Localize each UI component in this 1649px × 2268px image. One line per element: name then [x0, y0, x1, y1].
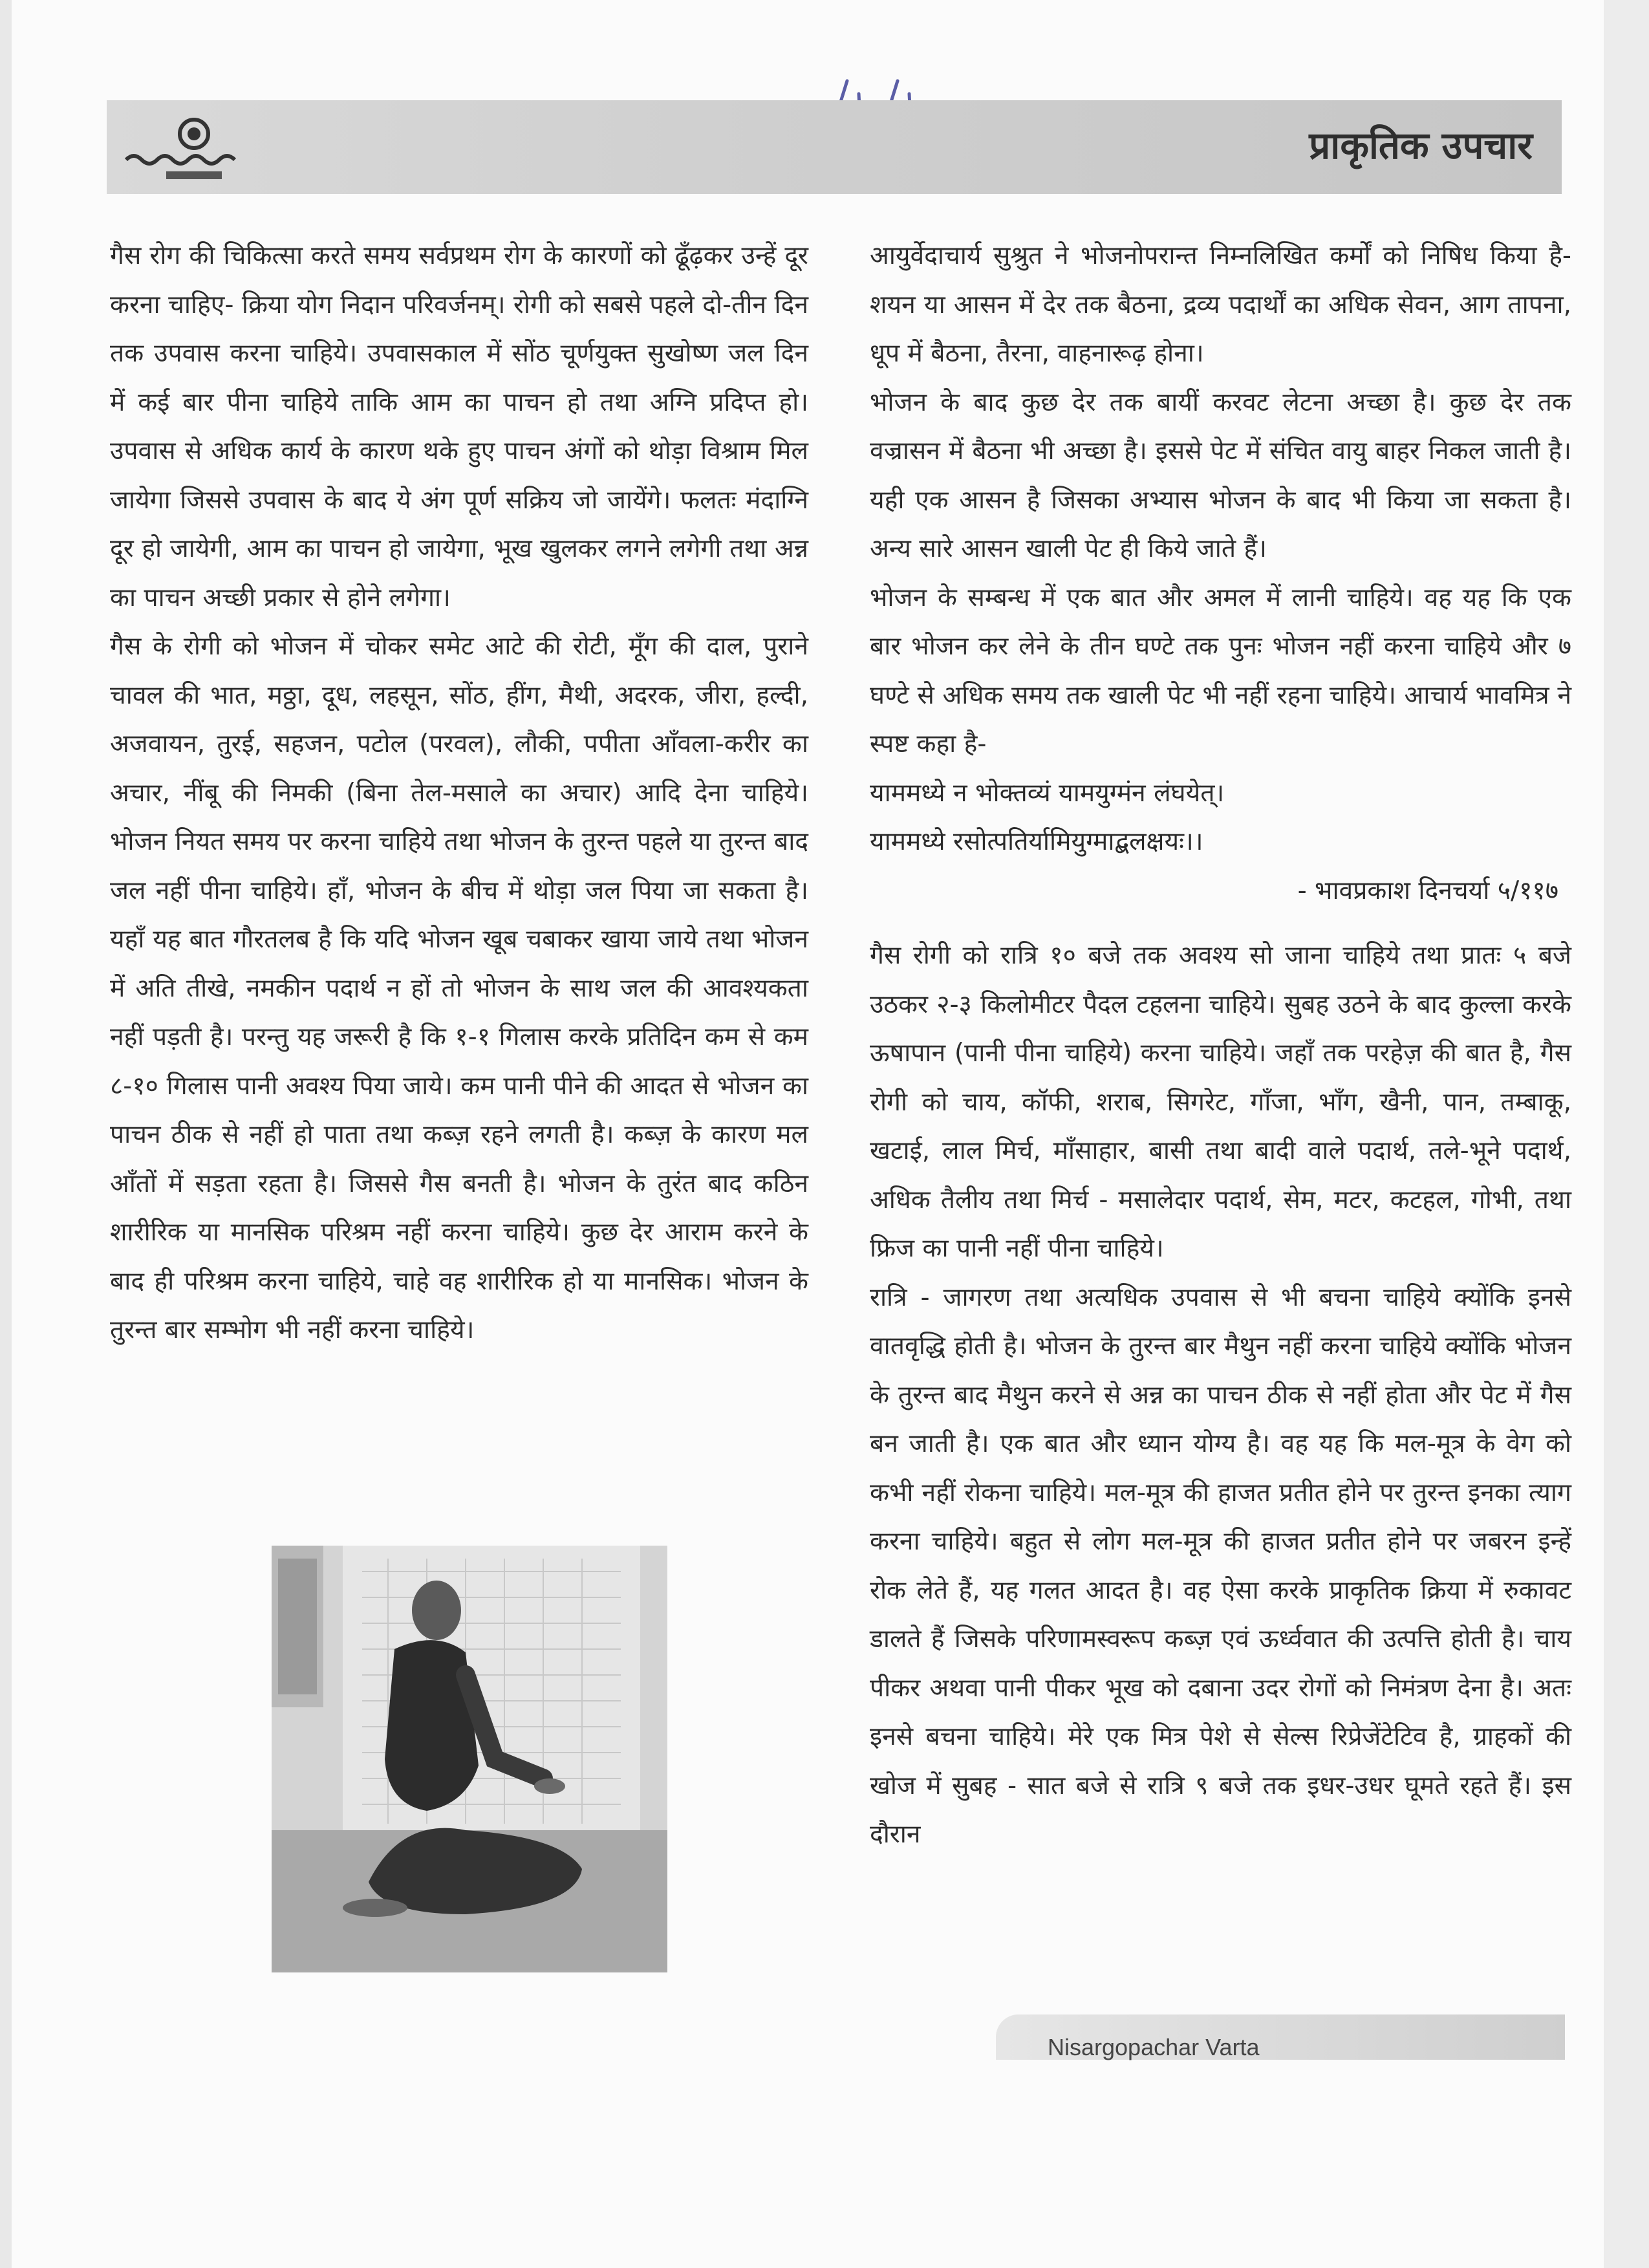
- paragraph: आयुर्वेदाचार्य सुश्रुत ने भोजनोपरान्त निम्नलिखित कर्मों को निषिध किया है- शयन या आसन में देर तक बैठना, द्रव्य पदार्थों का अधिक सेवन, आग तापना, धूप में बैठना, तैरना, वाहनारूढ़ होना।: [870, 241, 1571, 368]
- paragraph: गैस रोगी को रात्रि १० बजे तक अवश्य सो जाना चाहिये तथा प्रातः ५ बजे उठकर २-३ किलोमीटर पैदल टहलना चाहिये। सुबह उठने के बाद कुल्ला करके ऊषापान (पानी पीना चाहिये) करना चाहिये। जहाँ तक परहेज़ की बात है, गैस रोगी को चाय, कॉफी, शराब, सिगरेट, गाँजा, भाँग, खैनी, पान, तम्बाकू, खटाई, लाल मिर्च, माँसाहार, बासी तथा बादी वाले पदार्थ, तले-भूने पदार्थ, अधिक तैलीय तथा मिर्च - मसालेदार पदार्थ, सेम, मटर, कटहल, गोभी, तथा फ्रिज का पानी नहीं पीना चाहिये।: [870, 941, 1571, 1263]
- verse-reference: - भावप्रकाश दिनचर्या ५/११७: [1297, 876, 1558, 905]
- paragraph: गैस रोग की चिकित्सा करते समय सर्वप्रथम रोग के कारणों को ढूँढ़कर उन्हें दूर करना चाहिए- क्रिया योग निदान परिवर्जनम्। रोगी को सबसे पहले दो-तीन दिन तक उपवास करना चाहिये। उपवासकाल में सोंठ चूर्णयुक्त सुखोष्ण जल दिन में कई बार पीना चाहिये ताकि आम का पाचन हो तथा अग्नि प्रदिप्त हो। उपवास से अधिक कार्य के कारण थके हुए पाचन अंगों को थोड़ा विश्राम मिल जायेगा जिससे उपवास के बाद ये अंग पूर्ण सक्रिय जो जायेंगे। फलतः मंदाग्नि दूर हो जायेगी, आम का पाचन हो जायेगा, भूख खुलकर लगने लगेगी तथा अन्न का पाचन अच्छी प्रकार से होने लगेगा।: [110, 241, 808, 612]
- right-column: [870, 232, 1571, 1859]
- sanskrit-verse-line: याममध्ये रसोत्पतिर्यामियुग्माद्बलक्षयः।।: [870, 827, 1203, 856]
- paragraph: भोजन के बाद कुछ देर तक बायीं करवट लेटना अच्छा है। कुछ देर तक वज्रासन में बैठना भी अच्छा है। इससे पेट में संचित वायु बाहर निकल जाती है। यही एक आसन है जिसका अभ्यास भोजन के बाद भी किया जा सकता है। अन्य सारे आसन खाली पेट ही किये जाते हैं।: [870, 387, 1571, 563]
- paragraph: भोजन के सम्बन्ध में एक बात और अमल में लानी चाहिये। वह यह कि एक बार भोजन कर लेने के तीन घण्टे तक पुनः भोजन नहीं करना चाहिये और ७ घण्टे से अधिक समय तक खाली पेट भी नहीं रहना चाहिये। आचार्य भावमित्र ने स्पष्ट कहा है-: [870, 583, 1571, 759]
- footer-tab: [996, 2014, 1565, 2060]
- scan-edge-right: [1604, 0, 1649, 2268]
- footer-text: Nisargopachar Varta: [1048, 2034, 1260, 2060]
- left-column: [110, 232, 808, 1355]
- vajrasana-pose-photo: [272, 1546, 667, 1972]
- section-title: प्राकृतिक उपचार: [1309, 124, 1533, 167]
- scan-edge-left: [0, 0, 12, 2268]
- paragraph: रात्रि - जागरण तथा अत्यधिक उपवास से भी बचना चाहिये क्योंकि इनसे वातवृद्धि होती है। भोजन के तुरन्त बार मैथुन नहीं करना चाहिये क्योंकि भोजन के तुरन्त बाद मैथुन करने से अन्न का पाचन ठीक से नहीं होता और पेट में गैस बन जाती है। एक बात और ध्यान योग्य है। वह यह कि मल-मूत्र के वेग को कभी नहीं रोकना चाहिये। मल-मूत्र की हाजत प्रतीत होने पर तुरन्त इनका त्याग करना चाहिये। बहुत से लोग मल-मूत्र की हाजत प्रतीत होने पर जबरन इन्हें रोक लेते हैं, यह गलत आदत है। वह ऐसा करके प्राकृतिक क्रिया में रुकावट डालते हैं जिसके परिणामस्वरूप कब्ज़ एवं ऊर्ध्ववात की उत्पत्ति होती है। चाय पीकर अथवा पानी पीकर भूख को दबाना उदर रोगों को निमंत्रण देना है। अतः इनसे बचना चाहिये। मेरे एक मित्र पेशे से सेल्स रिप्रेजेंटेटिव है, ग्राहकों की खोज में सुबह - सात बजे से रात्रि ९ बजे तक इधर-उधर घूमते रहते हैं। इस दौरान: [870, 1282, 1571, 1849]
- page-header: [107, 100, 1562, 194]
- sun-over-waves-icon: [120, 113, 249, 184]
- paragraph: गैस के रोगी को भोजन में चोकर समेट आटे की रोटी, मूँग की दाल, पुराने चावल की भात, मठ्ठा, दूध, लहसून, सोंठ, हींग, मैथी, अदरक, जीरा, हल्दी, अजवायन, तुरई, सहजन, पटोल (परवल), लौकी, पपीता आँवला-करीर का अचार, नींबू की निमकी (बिना तेल-मसाले का अचार) आदि देना चाहिये। भोजन नियत समय पर करना चाहिये तथा भोजन के तुरन्त पहले या तुरन्त बाद जल नहीं पीना चाहिये। हाँ, भोजन के बीच में थोड़ा जल पिया जा सकता है। यहाँ यह बात गौरतलब है कि यदि भोजन खूब चबाकर खाया जाये तथा भोजन में अति तीखे, नमकीन पदार्थ न हों तो भोजन के साथ जल की आवश्यकता नहीं पड़ती है। परन्तु यह जरूरी है कि १-१ गिलास करके प्रतिदिन कम से कम ८-१० गिलास पानी अवश्य पिया जाये। कम पानी पीने की आदत से भोजन का पाचन ठीक से नहीं हो पाता तथा कब्ज़ रहने लगती है। कब्ज़ के कारण मल आँतों में सड़ता रहता है। जिससे गैस बनती है। भोजन के तुरंत बाद कठिन शारीरिक या मानसिक परिश्रम नहीं करना चाहिये। कुछ देर आराम करने के बाद ही परिश्रम करना चाहिये, चाहे वह शारीरिक हो या मानसिक। भोजन के तुरन्त बार सम्भोग भी नहीं करना चाहिये।: [110, 632, 808, 1345]
- sanskrit-verse-line: याममध्ये न भोक्तव्यं यामयुग्मंन लंघयेत्।: [870, 778, 1225, 808]
